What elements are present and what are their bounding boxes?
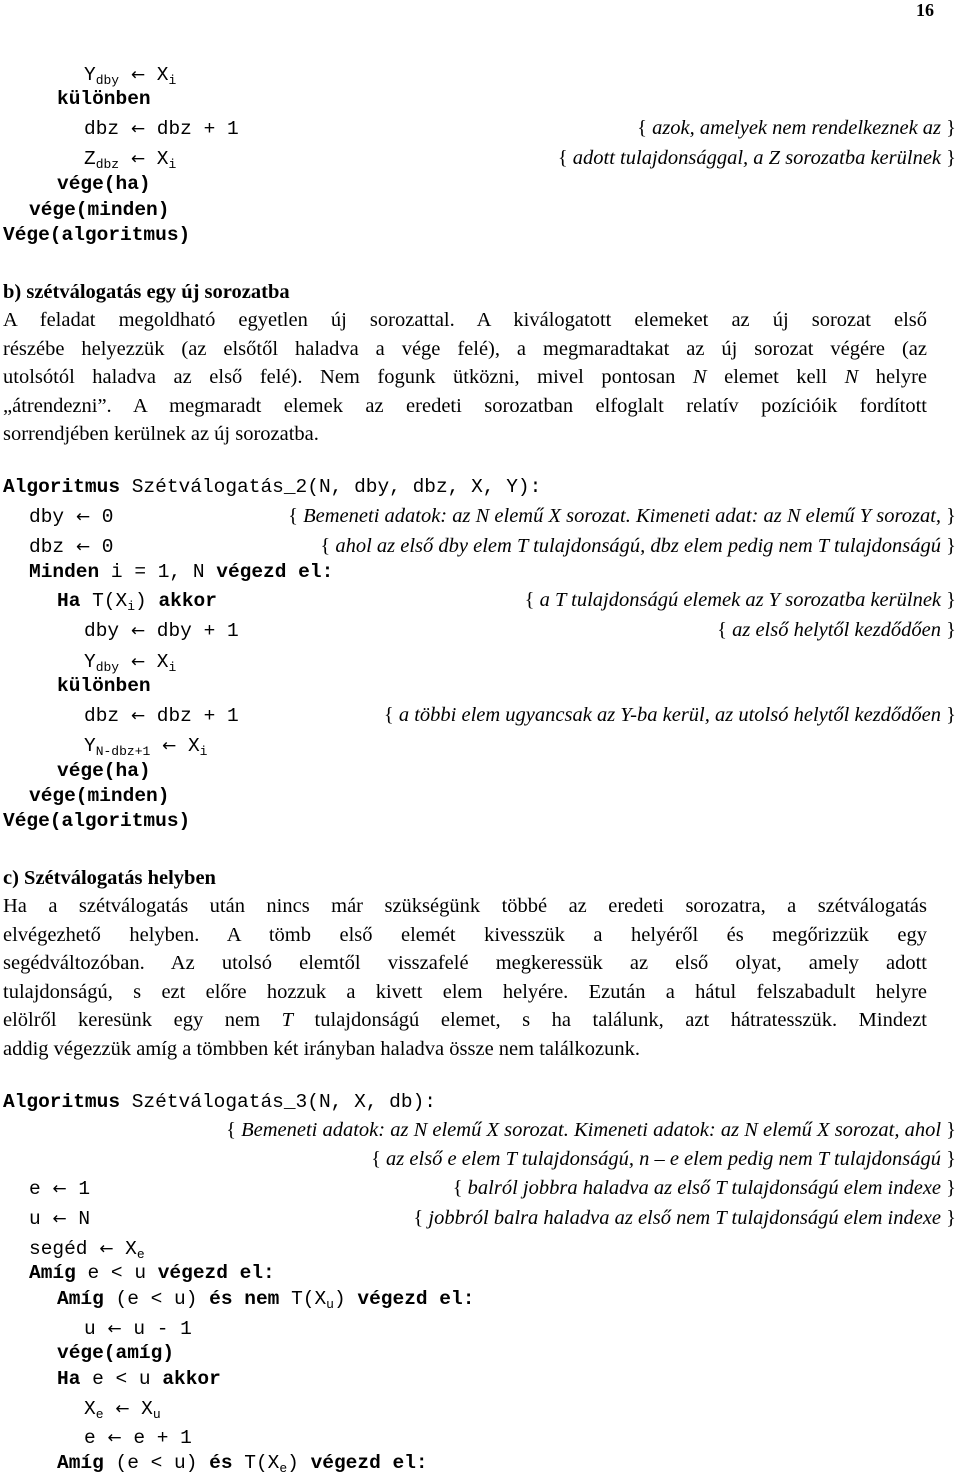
left-arrow-icon: ← (130, 621, 146, 641)
section-heading: b) szétválogatás egy új sorozatba (3, 281, 290, 303)
code-line-dbz-inc: dbz ← dbz + 1 (84, 705, 239, 727)
code-line-e-inc: e ← e + 1 (84, 1427, 192, 1449)
code-comment: { azok, amelyek nem rendelkeznek az } (637, 117, 956, 139)
left-arrow-icon: ← (107, 1319, 122, 1339)
page-number: 16 (916, 0, 934, 20)
code-comment: { Bemeneti adatok: az N elemű X sorozat. Kimeneti adatok: az N elemű X sorozat, ahol } (226, 1119, 956, 1141)
code-line-u-dec: u ← u - 1 (84, 1318, 192, 1340)
left-arrow-icon: ← (107, 1428, 122, 1448)
code-end-algorithm: Vége(algoritmus) (3, 224, 191, 246)
code-end-while: vége(amíg) (57, 1342, 175, 1364)
algorithm-signature: Algoritmus Szétválogatás_2(N, dby, dbz, X, Y): (3, 476, 542, 498)
code-line-y-dby: $Y_{dby}$ ← $X_i$ (84, 651, 177, 675)
code-comment: { adott tulajdonsággal, a Z sorozatba kerülnek } (557, 147, 956, 169)
code-comment: { jobbról balra haladva az első nem T tulajdonságú elem indexe } (413, 1207, 956, 1229)
left-arrow-icon: ← (130, 706, 146, 726)
code-comment: { balról jobbra haladva az első T tulajdonságú elem indexe } (452, 1177, 956, 1199)
code-line-inner-while-2: Amíg (e < u) és $T(X_e)$ végezd el: (57, 1452, 428, 1476)
paragraph-section-c: Ha a szétválogatás után nincs már szükségünk többé az eredeti sorozatra, a szétválogatás elvégezhető helyben. A tömb első elemét kivesszük a helyéről és megőrizzük egy segédváltozóban. Az utolsó elemtől visszafelé megkeressük az első olyat, amely adott tulajdonságú, s ezt előre hozzuk a kivett elem helyére. Ezután a hátul felszabadult helyre elölről keresünk egy nem T tulajdonságú elemet, s ha találunk, azt hátratesszük. Mindezt addig végezzük amíg a tömbben két irányban haladva össze nem találkozunk. (3, 895, 927, 1060)
left-arrow-icon: ← (130, 149, 146, 169)
code-line-u-init: u ← N (29, 1208, 91, 1230)
code-end-algorithm: Vége(algoritmus) (3, 810, 191, 832)
code-comment: { ahol az első dby elem T tulajdonságú, dbz elem pedig nem T tulajdonságú } (320, 535, 956, 557)
code-comment: { Bemeneti adatok: az N elemű X sorozat. Kimeneti adat: az N elemű Y sorozat, } (288, 505, 956, 527)
algorithm-signature: Algoritmus Szétválogatás_3(N, X, db): (3, 1091, 436, 1113)
code-line-dby-inc: dby ← dby + 1 (84, 620, 239, 642)
code-comment: { az első helytől kezdődően } (717, 619, 956, 641)
code-line-dby-init: dby ← 0 (29, 506, 114, 528)
left-arrow-icon: ← (75, 537, 91, 557)
code-else: különben (57, 88, 151, 110)
code-line-if: Ha e < u akkor (57, 1368, 221, 1390)
code-line-z-dbz: $Z_{dbz}$ ← $X_i$ (84, 148, 177, 172)
left-arrow-icon: ← (130, 119, 146, 139)
code-end-if: vége(ha) (57, 173, 151, 195)
paragraph-section-b: A feladat megoldható egyetlen új sorozattal. A kiválogatott elemeket az új sorozat első részébe helyezzük (az elsőtől haladva a vége felé), a megmaradtakat az új sorozat végére (az utolsótól haladva az első felé). Nem fogunk ütközni, mivel pontosan N elemet kell N helyre „átrendezni”. A megmaradt elemek az eredeti sorozatban elfoglalt relatív pozícióik fordított sorrendjében kerülnek az új sorozatba. (3, 309, 928, 445)
code-line-dbz-init: dbz ← 0 (29, 536, 114, 558)
code-line-dbz-inc: dbz ← dbz + 1 (84, 118, 239, 140)
code-line-seged: segéd ← $X_e$ (29, 1238, 145, 1262)
code-end-for: vége(minden) (29, 785, 170, 807)
left-arrow-icon: ← (130, 65, 146, 85)
code-end-for: vége(minden) (29, 199, 170, 221)
code-end-if: vége(ha) (57, 760, 151, 782)
code-line-while: Amíg e < u végezd el: (29, 1262, 275, 1284)
code-line-xe-xu: $X_e$ ← $X_u$ (84, 1398, 161, 1422)
code-line-y-ndbz: $Y_{N-dbz+1}$ ← $X_i$ (84, 735, 208, 759)
left-arrow-icon: ← (75, 507, 91, 527)
code-line-inner-while: Amíg (e < u) és nem $T(X_u)$ végezd el: (57, 1288, 475, 1312)
code-else: különben (57, 675, 151, 697)
code-line-if: Ha $T(X_i)$ akkor (57, 590, 217, 614)
code-comment: { a T tulajdonságú elemek az Y sorozatba kerülnek } (524, 589, 956, 611)
left-arrow-icon: ← (115, 1399, 130, 1419)
code-comment: { a többi elem ugyancsak az Y-ba kerül, az utolsó helytől kezdődően } (383, 704, 956, 726)
code-line-e-init: e ← 1 (29, 1178, 91, 1200)
code-line-y-dby: $Y_{dby}$ ← $X_i$ (84, 64, 177, 88)
left-arrow-icon: ← (52, 1179, 67, 1199)
left-arrow-icon: ← (52, 1209, 67, 1229)
left-arrow-icon: ← (130, 652, 146, 672)
code-line-for: Minden i = 1, N végezd el: (29, 561, 334, 583)
code-comment: { az első e elem T tulajdonságú, n – e elem pedig nem T tulajdonságú } (371, 1148, 956, 1170)
section-heading: c) Szétválogatás helyben (3, 867, 216, 889)
left-arrow-icon: ← (162, 736, 177, 756)
left-arrow-icon: ← (99, 1239, 114, 1259)
